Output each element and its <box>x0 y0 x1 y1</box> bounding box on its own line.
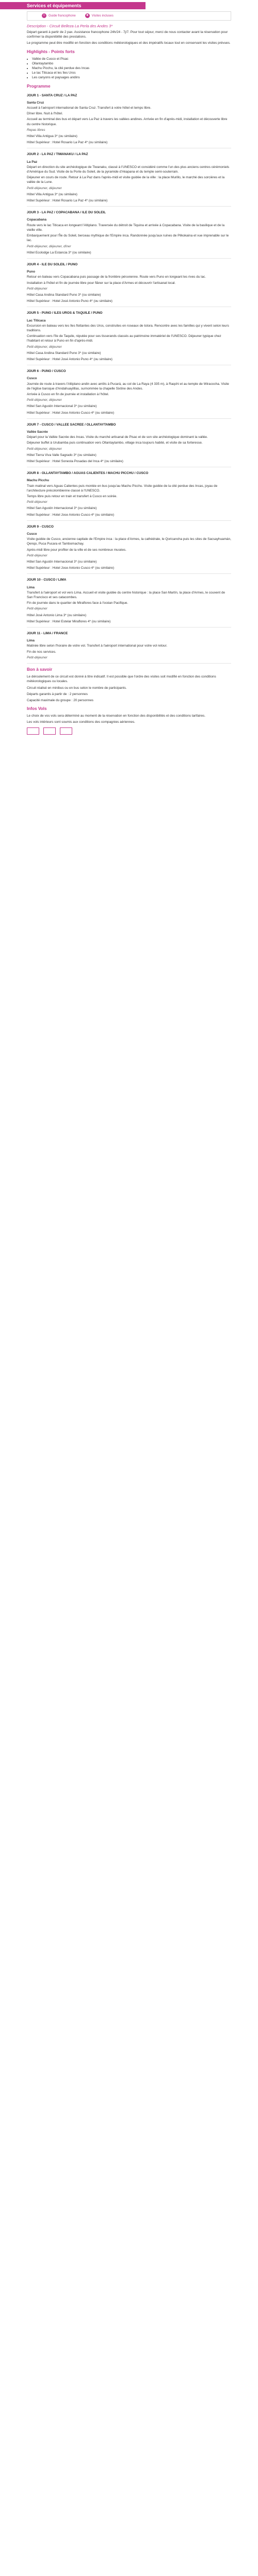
day-hotel-superior: Hôtel Supérieur : Hotel José Antonio Puno 4* (ou similaire) <box>27 299 112 303</box>
day-body <box>27 537 231 552</box>
day-hotel-superior: Hôtel Supérieur : Hotel Jose Antonio Cusco 4* (ou similaire) <box>27 411 115 415</box>
day-body <box>27 275 231 285</box>
day-hotel: Hôtel San Agustin Internacional 3* (ou similaire) <box>27 506 97 511</box>
divider <box>27 663 231 664</box>
day-location: Machu Picchu <box>27 479 49 483</box>
day-block <box>27 471 231 517</box>
day-body <box>27 223 231 243</box>
day-paragraph: Après-midi libre pour profiter de la ville et de ses nombreux musées. <box>27 548 126 552</box>
day-hotel: Hôtel José Antonio Lima 3* (ou similaire) <box>27 613 87 617</box>
label-logo <box>60 727 72 735</box>
good-to-know-paragraph: Le déroulement de ce circuit est donné à titre indicatif. Il est possible que l'ordre des visites soit modifié en fonction des conditions météorologiques ou locales. <box>27 675 216 684</box>
day-hotel-superior: Hôtel Supérieur : Hotel José Antonio Puno 4* (ou similaire) <box>27 357 112 361</box>
day-title: JOUR 11 - LIMA / FRANCE <box>27 632 68 636</box>
day-paragraph: Retour en bateau vers Copacabana puis passage de la frontière péruvienne. Route vers Puno en longeant les rives du lac. <box>27 275 206 279</box>
day-paragraph: Excursion en bateau vers les îles flottantes des Uros, construites en roseaux de totora. Rencontre avec les familles qui y vivent selon leurs traditions. <box>27 324 229 332</box>
day-block <box>27 262 231 303</box>
day-body <box>27 484 231 499</box>
day-block <box>27 524 231 571</box>
day-paragraph: Fin de nos services. <box>27 650 56 654</box>
day-paragraph: Arrivée à Cusco en fin de journée et installation à l'hôtel. <box>27 392 109 396</box>
day-meals: Petit-déjeuner <box>27 607 47 611</box>
day-body <box>27 643 231 654</box>
day-title: JOUR 3 - LA PAZ / COPACABANA / ILE DU SOLEIL <box>27 211 106 215</box>
day-body <box>27 435 231 445</box>
day-hotel-superior: Hôtel Supérieur : Hotel Rosario La Paz 4* (ou similaire) <box>27 199 108 203</box>
intro-paragraph: Départ garanti à partir de 2 pax. Assistance francophone 24h/24 - 7j/7. Pour tout séjour, merci de nous contacter avant la réservation pour confirmer la disponibilité des prestations. <box>27 30 228 39</box>
day-hotel: Hôtel San Agustin Internacional 3* (ou similaire) <box>27 404 97 409</box>
service-guide <box>42 13 76 18</box>
programme-title: Programme <box>27 83 51 89</box>
day-hotel-superior: Hôtel Supérieur : Hotel Estelar Miraflores 4* (ou similaire) <box>27 619 111 623</box>
capacity-info: Capacité maximale du groupe : 20 personnes <box>27 698 93 702</box>
day-hotel-superior: Hôtel Supérieur : Hotel Rosario La Paz 4* (ou similaire) <box>27 141 108 145</box>
day-block <box>27 578 231 624</box>
divider <box>27 627 231 628</box>
day-paragraph: Accueil au terminal des bus et départ vers La Paz à travers les vallées andines. Arrivée en fin d'après-midi, installation et découverte libre du centre historique. <box>27 117 228 126</box>
departure-info: Départs garantis à partir de : 2 personnes <box>27 692 88 696</box>
day-paragraph: Déjeuner en cours de route. Retour à La Paz dans l'après-midi et visite guidée de la ville : la place Murillo, le marché des sorcières et la vallée de la Lune. <box>27 176 225 184</box>
day-title: JOUR 4 - ILE DU SOLEIL / PUNO <box>27 262 78 266</box>
divider <box>27 520 231 521</box>
day-hotel: Hôtel Casa Andina Standard Puno 3* (ou similaire) <box>27 293 101 297</box>
highlights-list <box>27 57 231 80</box>
day-title: JOUR 1 - SANTA CRUZ / LA PAZ <box>27 93 77 97</box>
day-body <box>27 165 231 185</box>
day-body <box>27 590 231 606</box>
day-paragraph: Embarquement pour l'Île du Soleil, berceau mythique de l'Empire inca. Randonnée jusqu'aux ruines de Pilkokaina et vue imprenable sur le lac. <box>27 234 229 243</box>
day-hotel: Hôtel Tierra Viva Valle Sagrado 3* (ou similaire) <box>27 453 96 457</box>
day-block <box>27 93 231 145</box>
day-body <box>27 382 231 397</box>
day-location: Santa Cruz <box>27 100 44 105</box>
day-hotel-superior: Hôtel Supérieur : Hotel Jose Antonio Cusco 4* (ou similaire) <box>27 513 115 517</box>
highlight-item: • Vallée de Cusco et Pisac <box>32 57 231 61</box>
day-paragraph: Temps libre puis retour en train et transfert à Cusco en soirée. <box>27 495 118 499</box>
label-logo <box>43 727 56 735</box>
day-block <box>27 631 231 660</box>
description-title: Description - Circuit Belleza La Perla des Andes 3* <box>27 24 113 28</box>
days-list <box>27 93 231 660</box>
day-hotel: Hôtel San Agustin Internacional 3* (ou similaire) <box>27 560 97 564</box>
highlight-item: • Ollantaytambo <box>32 61 231 66</box>
services-box <box>27 11 231 21</box>
day-meals: Petit-déjeuner, déjeuner <box>27 186 62 190</box>
day-location: Copacabana <box>27 218 47 222</box>
flight-info-title: Infos Vols <box>27 706 47 711</box>
day-paragraph: Départ pour la Vallée Sacrée des Incas. Visite du marché artisanal de Pisac et de son site archéologique dominant la vallée. <box>27 435 208 439</box>
service-label: Guide francophone <box>49 14 76 18</box>
divider <box>27 206 231 207</box>
day-body <box>27 324 231 344</box>
divider <box>27 418 231 419</box>
day-block <box>27 210 231 255</box>
divider <box>27 573 231 574</box>
divider <box>27 258 231 259</box>
day-paragraph: Accueil à l'aéroport international de Santa Cruz. Transfert à votre hôtel et temps libre. <box>27 106 151 110</box>
day-meals: Repas libres <box>27 128 45 132</box>
content <box>0 24 258 735</box>
day-location: Puno <box>27 270 35 274</box>
day-paragraph: Fin de journée dans le quartier de Miraflores face à l'océan Pacifique. <box>27 601 128 605</box>
highlight-item: • Le lac Titicaca et les îles Uros <box>32 71 231 75</box>
service-visits <box>85 13 114 18</box>
day-meals: Petit-déjeuner <box>27 655 47 659</box>
day-title: JOUR 5 - PUNO / ILES UROS & TAQUILE / PUNO <box>27 311 103 315</box>
service-label: Visites incluses <box>91 14 114 18</box>
services-band: Services et équipements <box>0 2 146 9</box>
day-block <box>27 422 231 464</box>
highlight-item: • Les canyons et paysages andins <box>32 75 231 80</box>
page <box>0 0 258 742</box>
day-location: Cusco <box>27 377 37 381</box>
day-meals: Petit-déjeuner <box>27 500 47 504</box>
day-meals: Petit-déjeuner <box>27 553 47 557</box>
logos <box>27 727 231 735</box>
day-meals: Petit-déjeuner, déjeuner <box>27 447 62 451</box>
bus-icon: ■ <box>85 13 90 18</box>
guide-icon: ☺ <box>42 14 46 18</box>
day-location: Lima <box>27 639 35 643</box>
good-to-know-title: Bon à savoir <box>27 667 53 672</box>
day-paragraph: Transfert à l'aéroport et vol vers Lima. Accueil et visite guidée du centre historique : la place San Martín, la place d'Armes, le couvent de San Francisco et ses catacombes. <box>27 590 225 600</box>
intro-paragraph: Le programme peut être modifié en fonction des conditions météorologiques et des impératifs locaux tout en conservant les visites prévues. <box>27 41 231 45</box>
flight-info-paragraph: Les vols intérieurs sont soumis aux conditions des compagnies aériennes. <box>27 720 135 724</box>
day-title: JOUR 7 - CUSCO / VALLEE SACREE / OLLANTAYTAMBO <box>27 422 116 427</box>
day-title: JOUR 9 - CUSCO <box>27 524 54 529</box>
day-body <box>27 106 231 127</box>
day-meals: Petit-déjeuner, déjeuner <box>27 398 62 402</box>
day-paragraph: Train matinal vers Aguas Calientes puis montée en bus jusqu'au Machu Picchu. Visite guidée de la cité perdue des Incas, joyau de l'architecture précolombienne classé à l'UNESCO. <box>27 484 218 493</box>
day-block <box>27 369 231 415</box>
day-block <box>27 311 231 362</box>
day-location: Lima <box>27 585 35 589</box>
day-title: JOUR 10 - CUSCO / LIMA <box>27 578 67 582</box>
day-hotel-superior: Hôtel Supérieur : Hotel Jose Antonio Cusco 4* (ou similaire) <box>27 566 115 570</box>
day-paragraph: Continuation vers l'île de Taquile, réputée pour ses tisserands classés au patrimoine immatériel de l'UNESCO. Déjeuner typique chez l'habitant et retour à Puno en fin d'après-midi. <box>27 334 221 343</box>
label-logo <box>27 727 39 735</box>
day-meals: Petit-déjeuner, déjeuner <box>27 345 62 349</box>
day-location: Cusco <box>27 532 37 536</box>
day-hotel: Hôtel Casa Andina Standard Puno 3* (ou similaire) <box>27 351 101 355</box>
day-hotel: Hôtel Villa Antigua 3* (ou similaire) <box>27 192 77 196</box>
day-paragraph: Journée de route à travers l'Altiplano andin avec arrêts à Pucará, au col de La Raya (4 335 m), à Raqchi et au temple de Wiracocha. Visite de l'église baroque d'Andahuaylillas, surnommée la chapelle Sixtine des Andes. <box>27 382 229 391</box>
day-paragraph: Route vers le lac Titicaca en longeant l'Altiplano. Traversée du détroit de Tiquina et arrivée à Copacabana. Visite de la basilique et de la vieille ville. <box>27 223 224 232</box>
day-location: Vallée Sacrée <box>27 430 48 434</box>
day-paragraph: Visite guidée de Cusco, ancienne capitale de l'Empire inca : la place d'Armes, la cathédrale, le Qoricancha puis les sites de Sacsayhuamán, Qenqo, Puca Pucara et Tambomachay. <box>27 537 231 546</box>
day-hotel-superior: Hôtel Supérieur : Hotel Sonesta Posadas del Inca 4* (ou similaire) <box>27 460 123 463</box>
day-title: JOUR 6 - PUNO / CUSCO <box>27 369 66 374</box>
day-paragraph: Dîner libre. Nuit à l'hôtel. <box>27 112 63 116</box>
day-title: JOUR 8 - OLLANTAYTAMBO / AGUAS CALIENTES / MACHU PICCHU / CUSCO <box>27 471 149 476</box>
day-paragraph: Déjeuner buffet à Urubamba puis continuation vers Ollantaytambo, village inca toujours habité, et visite de sa forteresse. <box>27 441 203 445</box>
good-to-know-paragraph: Circuit réalisé en minibus ou en bus selon le nombre de participants. <box>27 686 127 690</box>
flight-info-paragraph: Le choix de vos vols sera déterminé au moment de la réservation en fonction des disponibilités et des conditions tarifaires. <box>27 714 205 718</box>
highlight-item: • Machu Picchu, la cité perdue des Incas <box>32 66 231 71</box>
day-location: La Paz <box>27 160 38 164</box>
day-paragraph: Matinée libre selon l'horaire de votre vol. Transfert à l'aéroport international pour votre vol retour. <box>27 644 168 648</box>
day-hotel: Hôtel Ecolodge La Estancia 3* (ou similaire) <box>27 250 91 255</box>
day-meals: Petit-déjeuner, déjeuner, dîner <box>27 244 71 248</box>
day-hotel: Hôtel Villa Antigua 3* (ou similaire) <box>27 134 77 139</box>
day-meals: Petit-déjeuner <box>27 286 47 291</box>
day-paragraph: Départ en direction du site archéologique de Tiwanaku, classé à l'UNESCO et considéré comme l'un des plus anciens centres cérémoniels d'Amérique du Sud. Visite de la Porte du Soleil, de la pyramide d'Akapana et du temple semi-souterrain. <box>27 165 230 174</box>
highlights-title: Highlights - Points forts <box>27 49 75 54</box>
day-title: JOUR 2 - LA PAZ / TIWANAKU / LA PAZ <box>27 152 88 157</box>
day-paragraph: Installation à l'hôtel et fin de journée libre pour flâner sur la place d'Armes et découvrir l'artisanat local. <box>27 281 176 285</box>
day-block <box>27 152 231 203</box>
day-location: Lac Titicaca <box>27 318 46 323</box>
